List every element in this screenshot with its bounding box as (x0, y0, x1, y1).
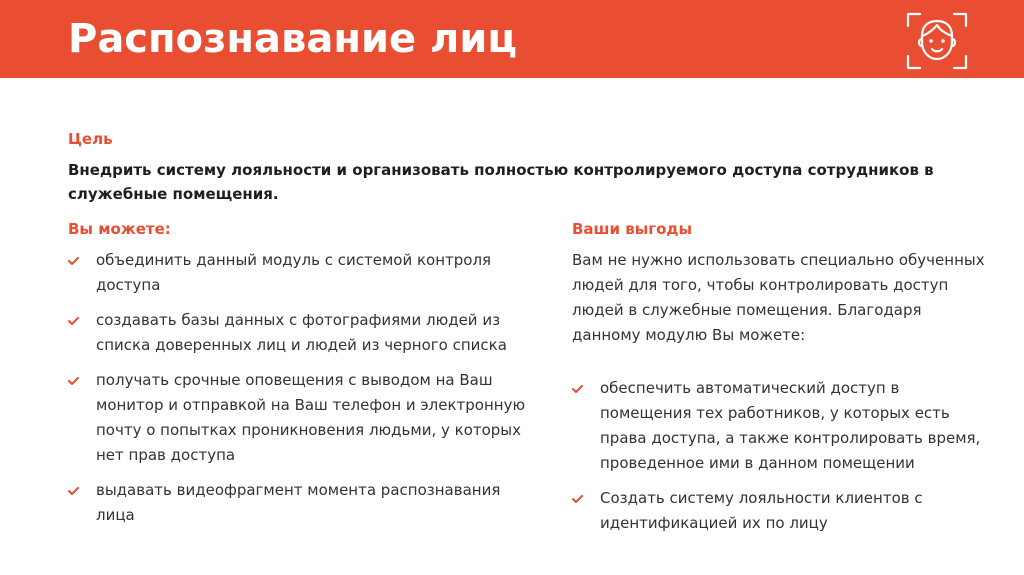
list-item-text: объединить данный модуль с системой контроля доступа (96, 251, 492, 294)
check-icon (572, 385, 583, 393)
header-bar (0, 0, 1024, 78)
face-recognition-icon (906, 12, 968, 70)
check-icon (68, 377, 79, 385)
list-item (68, 248, 538, 298)
list-item-text: создавать базы данных с фотографиями людей из списка доверенных лиц и людей из черного списка (96, 311, 507, 354)
benefits-intro: Вам не нужно использовать специально обученных людей для того, чтобы контролировать доступ людей в служебные помещения. Благодаря данному модулю Вы можете: (572, 251, 985, 344)
goal-label: Цель (68, 130, 113, 148)
benefits-heading: Ваши выгоды (572, 220, 693, 238)
goal-text: Внедрить систему лояльности и организовать полностью контролируемого доступа сотрудников в служебные помещения. (68, 161, 934, 203)
check-icon (68, 257, 79, 265)
check-icon (68, 487, 79, 495)
you-can-heading: Вы можете: (68, 220, 171, 238)
page-title: Распознавание лиц (68, 16, 518, 62)
benefits-list (572, 376, 992, 546)
list-item (68, 478, 538, 528)
list-item-text: получать срочные оповещения с выводом на Ваш монитор и отправкой на Ваш телефон и электронную почту о попытках проникновения людьми, у которых нет прав доступа (96, 371, 526, 464)
check-icon (68, 317, 79, 325)
list-item (572, 486, 992, 536)
list-item-text: выдавать видеофрагмент момента распознавания лица (96, 481, 501, 524)
list-item-text: Создать систему лояльности клиентов с идентификацией их по лицу (600, 489, 923, 532)
list-item (68, 308, 538, 358)
list-item (572, 376, 992, 476)
list-item (68, 368, 538, 468)
check-icon (572, 495, 583, 503)
list-item-text: обеспечить автоматический доступ в помещения тех работников, у которых есть права доступа, а также контролировать время, проведенное ими в данном помещении (600, 379, 981, 472)
you-can-list (68, 248, 538, 538)
